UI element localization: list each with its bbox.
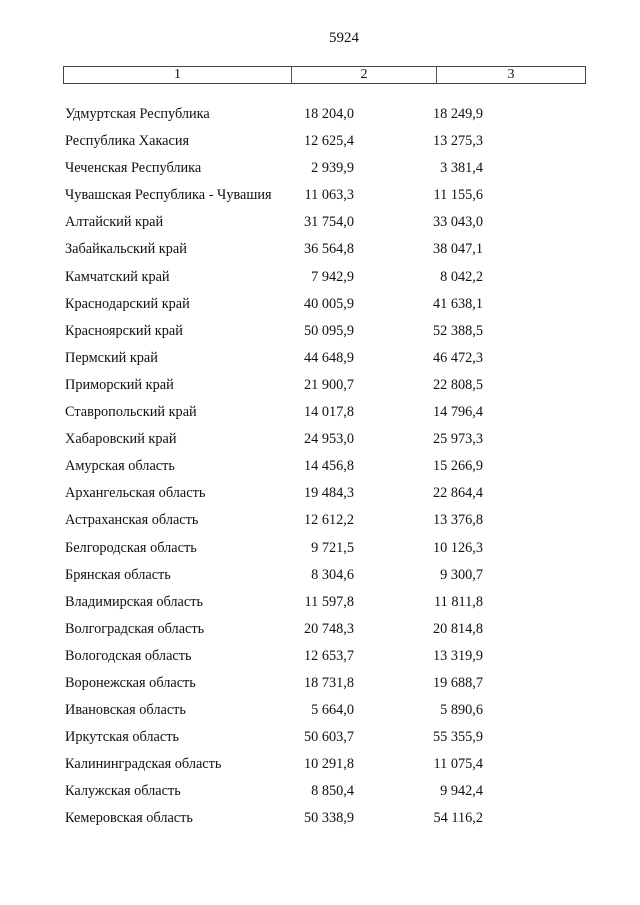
value-col2: 36 564,8 bbox=[303, 241, 354, 258]
table-row bbox=[0, 781, 640, 808]
value-col2: 8 304,6 bbox=[311, 566, 354, 583]
table-row bbox=[0, 294, 640, 321]
value-col3: 22 808,5 bbox=[432, 376, 483, 393]
value-col3: 10 126,3 bbox=[432, 539, 483, 556]
value-col2: 18 731,8 bbox=[303, 674, 354, 691]
value-col3: 54 116,2 bbox=[433, 810, 483, 827]
page-number: 5924 bbox=[329, 30, 359, 46]
table-row bbox=[0, 727, 640, 754]
value-col3: 13 275,3 bbox=[432, 133, 483, 150]
value-col2: 10 291,8 bbox=[303, 756, 354, 773]
table-row bbox=[0, 510, 640, 537]
region-name: Удмуртская Республика bbox=[65, 106, 210, 122]
table-row bbox=[0, 565, 640, 592]
region-name: Кемеровская область bbox=[65, 810, 193, 827]
region-name: Ставропольский край bbox=[65, 404, 197, 421]
value-col3: 11 075,4 bbox=[433, 756, 483, 773]
region-name: Брянская область bbox=[65, 566, 171, 583]
value-col3: 41 638,1 bbox=[432, 295, 483, 312]
value-col3: 55 355,9 bbox=[432, 729, 483, 746]
value-col3: 15 266,9 bbox=[432, 458, 483, 475]
value-col2: 12 625,4 bbox=[303, 133, 354, 150]
region-name: Астраханская область bbox=[65, 512, 199, 529]
region-name: Камчатский край bbox=[65, 268, 170, 285]
table-row bbox=[0, 700, 640, 727]
table-body bbox=[0, 104, 640, 836]
region-name: Чеченская Республика bbox=[65, 160, 202, 177]
table-row bbox=[0, 673, 640, 700]
value-col2: 21 900,7 bbox=[303, 376, 354, 393]
column-header-1: 1 bbox=[64, 67, 292, 83]
value-col3: 11 155,6 bbox=[433, 187, 483, 204]
value-col3: 22 864,4 bbox=[432, 485, 483, 502]
value-col3: 13 319,9 bbox=[432, 647, 483, 664]
region-name: Вологодская область bbox=[65, 647, 192, 664]
value-col2: 50 338,9 bbox=[303, 810, 354, 827]
value-col2: 20 748,3 bbox=[303, 620, 354, 637]
table-row bbox=[0, 402, 640, 429]
value-col2: 24 953,0 bbox=[303, 431, 354, 448]
table-row bbox=[0, 619, 640, 646]
region-name: Забайкальский край bbox=[65, 241, 187, 258]
value-col3: 5 890,6 bbox=[440, 702, 483, 719]
value-col3: 19 688,7 bbox=[432, 674, 483, 691]
value-col2: 11 063,3 bbox=[304, 187, 354, 204]
region-name: Алтайский край bbox=[65, 214, 164, 231]
region-name: Воронежская область bbox=[65, 674, 196, 691]
value-col3: 14 796,4 bbox=[432, 404, 483, 421]
table-row bbox=[0, 538, 640, 565]
region-name: Амурская область bbox=[65, 458, 175, 475]
table-row bbox=[0, 456, 640, 483]
value-col3: 33 043,0 bbox=[432, 214, 483, 231]
table-row bbox=[0, 375, 640, 402]
table-row bbox=[0, 185, 640, 212]
value-col2: 50 603,7 bbox=[303, 729, 354, 746]
value-col2: 40 005,9 bbox=[303, 295, 354, 312]
region-name: Владимирская область bbox=[65, 593, 204, 610]
value-col2: 9 721,5 bbox=[311, 539, 354, 556]
value-col3: 52 388,5 bbox=[432, 322, 483, 339]
table-row bbox=[0, 212, 640, 239]
value-col3: 3 381,4 bbox=[440, 160, 483, 177]
value-col3: 9 942,4 bbox=[440, 783, 483, 800]
region-name: Республика Хакасия bbox=[65, 133, 190, 150]
value-col2: 12 653,7 bbox=[303, 647, 354, 664]
value-col3: 46 472,3 bbox=[432, 349, 483, 366]
region-name: Ивановская область bbox=[65, 702, 186, 719]
value-col2: 11 597,8 bbox=[304, 593, 354, 610]
region-name: Красноярский край bbox=[65, 322, 183, 339]
value-col2: 31 754,0 bbox=[303, 214, 354, 231]
region-name: Хабаровский край bbox=[65, 431, 177, 448]
value-col2: 7 942,9 bbox=[311, 268, 354, 285]
table-row bbox=[0, 348, 640, 375]
value-col2: 44 648,9 bbox=[303, 349, 354, 366]
region-name: Калининградская область bbox=[65, 756, 222, 773]
table-row bbox=[0, 267, 640, 294]
table-row bbox=[0, 239, 640, 266]
column-header-3: 3 bbox=[507, 67, 515, 82]
table-row bbox=[0, 429, 640, 456]
value-col2: 8 850,4 bbox=[311, 783, 354, 800]
table-row bbox=[0, 104, 640, 131]
table-row bbox=[0, 808, 640, 835]
value-col3: 9 300,7 bbox=[440, 566, 483, 583]
value-col2: 14 456,8 bbox=[303, 458, 354, 475]
table-row bbox=[0, 483, 640, 510]
value-col2: 5 664,0 bbox=[311, 702, 354, 719]
value-col3: 25 973,3 bbox=[432, 431, 483, 448]
table-row bbox=[0, 158, 640, 185]
table-row bbox=[0, 592, 640, 619]
value-col3: 8 042,2 bbox=[440, 268, 483, 285]
table-row bbox=[0, 131, 640, 158]
table-header bbox=[63, 66, 586, 84]
value-col3: 20 814,8 bbox=[432, 620, 483, 637]
region-name: Архангельская область bbox=[65, 485, 206, 502]
region-name: Приморский край bbox=[65, 376, 174, 393]
region-name: Белгородская область bbox=[65, 539, 197, 556]
value-col2: 18 204,0 bbox=[303, 106, 354, 122]
value-col3: 18 249,9 bbox=[432, 106, 483, 122]
value-col3: 13 376,8 bbox=[432, 512, 483, 529]
region-name: Волгоградская область bbox=[65, 620, 205, 637]
region-name: Краснодарский край bbox=[65, 295, 190, 312]
region-name: Пермский край bbox=[65, 349, 158, 366]
region-name: Чувашская Республика - Чувашия bbox=[65, 187, 272, 204]
table-row bbox=[0, 646, 640, 673]
value-col2: 14 017,8 bbox=[303, 404, 354, 421]
column-header-2: 2 bbox=[292, 67, 437, 83]
region-name: Калужская область bbox=[65, 783, 181, 800]
region-name: Иркутская область bbox=[65, 729, 180, 746]
table-row bbox=[0, 321, 640, 348]
table-row bbox=[0, 754, 640, 781]
value-col3: 38 047,1 bbox=[432, 241, 483, 258]
value-col3: 11 811,8 bbox=[434, 593, 483, 610]
value-col2: 19 484,3 bbox=[303, 485, 354, 502]
value-col2: 50 095,9 bbox=[303, 322, 354, 339]
value-col2: 2 939,9 bbox=[311, 160, 354, 177]
value-col2: 12 612,2 bbox=[303, 512, 354, 529]
